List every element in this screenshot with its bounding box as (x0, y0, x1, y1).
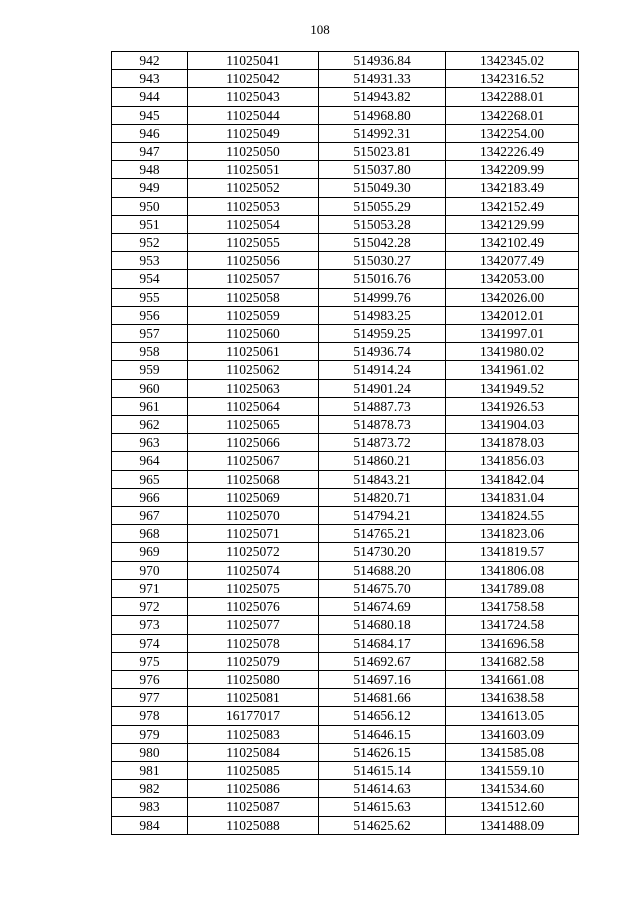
x-coordinate-cell: 514626.15 (319, 743, 446, 761)
point-id-cell: 11025087 (188, 798, 319, 816)
table-row (112, 616, 579, 634)
x-coordinate-cell: 514999.76 (319, 288, 446, 306)
table-row (112, 725, 579, 743)
point-id-cell: 11025077 (188, 616, 319, 634)
x-coordinate-cell: 514688.20 (319, 561, 446, 579)
x-coordinate-cell: 514684.17 (319, 634, 446, 652)
point-id-cell: 11025044 (188, 106, 319, 124)
point-id-cell: 11025055 (188, 234, 319, 252)
table-row (112, 197, 579, 215)
point-id-cell: 11025075 (188, 579, 319, 597)
y-coordinate-cell: 1342345.02 (446, 52, 579, 70)
row-number-cell: 957 (112, 325, 188, 343)
y-coordinate-cell: 1341559.10 (446, 761, 579, 779)
y-coordinate-cell: 1341997.01 (446, 325, 579, 343)
table-row (112, 343, 579, 361)
row-number-cell: 942 (112, 52, 188, 70)
row-number-cell: 964 (112, 452, 188, 470)
point-id-cell: 11025067 (188, 452, 319, 470)
row-number-cell: 984 (112, 816, 188, 834)
row-number-cell: 943 (112, 70, 188, 88)
row-number-cell: 958 (112, 343, 188, 361)
x-coordinate-cell: 514943.82 (319, 88, 446, 106)
y-coordinate-cell: 1342129.99 (446, 215, 579, 233)
point-id-cell: 11025053 (188, 197, 319, 215)
point-id-cell: 16177017 (188, 707, 319, 725)
point-id-cell: 11025059 (188, 306, 319, 324)
row-number-cell: 966 (112, 488, 188, 506)
x-coordinate-cell: 514681.66 (319, 689, 446, 707)
y-coordinate-cell: 1341789.08 (446, 579, 579, 597)
y-coordinate-cell: 1341842.04 (446, 470, 579, 488)
y-coordinate-cell: 1341585.08 (446, 743, 579, 761)
y-coordinate-cell: 1342226.49 (446, 143, 579, 161)
table-row (112, 52, 579, 70)
table-row (112, 507, 579, 525)
x-coordinate-cell: 514914.24 (319, 361, 446, 379)
point-id-cell: 11025066 (188, 434, 319, 452)
y-coordinate-cell: 1341961.02 (446, 361, 579, 379)
table-row (112, 634, 579, 652)
y-coordinate-cell: 1341831.04 (446, 488, 579, 506)
point-id-cell: 11025042 (188, 70, 319, 88)
table-row (112, 488, 579, 506)
row-number-cell: 949 (112, 179, 188, 197)
row-number-cell: 972 (112, 598, 188, 616)
row-number-cell: 945 (112, 106, 188, 124)
point-id-cell: 11025084 (188, 743, 319, 761)
table-row (112, 234, 579, 252)
point-id-cell: 11025041 (188, 52, 319, 70)
row-number-cell: 973 (112, 616, 188, 634)
point-id-cell: 11025076 (188, 598, 319, 616)
point-id-cell: 11025058 (188, 288, 319, 306)
table-row (112, 434, 579, 452)
point-id-cell: 11025074 (188, 561, 319, 579)
row-number-cell: 976 (112, 670, 188, 688)
point-id-cell: 11025051 (188, 161, 319, 179)
row-number-cell: 981 (112, 761, 188, 779)
y-coordinate-cell: 1341758.58 (446, 598, 579, 616)
x-coordinate-cell: 514968.80 (319, 106, 446, 124)
y-coordinate-cell: 1342316.52 (446, 70, 579, 88)
table-row (112, 179, 579, 197)
y-coordinate-cell: 1341856.03 (446, 452, 579, 470)
y-coordinate-cell: 1341823.06 (446, 525, 579, 543)
row-number-cell: 955 (112, 288, 188, 306)
table-row (112, 543, 579, 561)
y-coordinate-cell: 1341819.57 (446, 543, 579, 561)
x-coordinate-cell: 514674.69 (319, 598, 446, 616)
x-coordinate-cell: 515042.28 (319, 234, 446, 252)
y-coordinate-cell: 1341638.58 (446, 689, 579, 707)
row-number-cell: 978 (112, 707, 188, 725)
table-row (112, 106, 579, 124)
x-coordinate-cell: 514992.31 (319, 124, 446, 142)
row-number-cell: 975 (112, 652, 188, 670)
point-id-cell: 11025070 (188, 507, 319, 525)
x-coordinate-cell: 514959.25 (319, 325, 446, 343)
x-coordinate-cell: 514820.71 (319, 488, 446, 506)
point-id-cell: 11025071 (188, 525, 319, 543)
x-coordinate-cell: 515055.29 (319, 197, 446, 215)
row-number-cell: 961 (112, 397, 188, 415)
y-coordinate-cell: 1341878.03 (446, 434, 579, 452)
table-row (112, 143, 579, 161)
row-number-cell: 968 (112, 525, 188, 543)
table-row (112, 743, 579, 761)
point-id-cell: 11025049 (188, 124, 319, 142)
y-coordinate-cell: 1342152.49 (446, 197, 579, 215)
table-row (112, 470, 579, 488)
page-number: 108 (310, 22, 330, 37)
x-coordinate-cell: 514656.12 (319, 707, 446, 725)
x-coordinate-cell: 514675.70 (319, 579, 446, 597)
y-coordinate-cell: 1342268.01 (446, 106, 579, 124)
x-coordinate-cell: 514765.21 (319, 525, 446, 543)
y-coordinate-cell: 1342254.00 (446, 124, 579, 142)
table-row (112, 215, 579, 233)
y-coordinate-cell: 1341512.60 (446, 798, 579, 816)
row-number-cell: 946 (112, 124, 188, 142)
table-row (112, 689, 579, 707)
point-id-cell: 11025062 (188, 361, 319, 379)
x-coordinate-cell: 515030.27 (319, 252, 446, 270)
x-coordinate-cell: 514680.18 (319, 616, 446, 634)
table-row (112, 707, 579, 725)
point-id-cell: 11025079 (188, 652, 319, 670)
x-coordinate-cell: 514901.24 (319, 379, 446, 397)
x-coordinate-cell: 514936.84 (319, 52, 446, 70)
row-number-cell: 952 (112, 234, 188, 252)
x-coordinate-cell: 514983.25 (319, 306, 446, 324)
row-number-cell: 965 (112, 470, 188, 488)
row-number-cell: 960 (112, 379, 188, 397)
x-coordinate-cell: 515023.81 (319, 143, 446, 161)
x-coordinate-cell: 514615.63 (319, 798, 446, 816)
point-id-cell: 11025080 (188, 670, 319, 688)
row-number-cell: 951 (112, 215, 188, 233)
y-coordinate-cell: 1342102.49 (446, 234, 579, 252)
x-coordinate-cell: 514646.15 (319, 725, 446, 743)
x-coordinate-cell: 514697.16 (319, 670, 446, 688)
x-coordinate-cell: 514936.74 (319, 343, 446, 361)
y-coordinate-cell: 1342288.01 (446, 88, 579, 106)
row-number-cell: 974 (112, 634, 188, 652)
table-row (112, 306, 579, 324)
point-id-cell: 11025078 (188, 634, 319, 652)
point-id-cell: 11025088 (188, 816, 319, 834)
table-row (112, 579, 579, 597)
point-id-cell: 11025050 (188, 143, 319, 161)
table-row (112, 161, 579, 179)
point-id-cell: 11025064 (188, 397, 319, 415)
table-row (112, 452, 579, 470)
point-id-cell: 11025054 (188, 215, 319, 233)
row-number-cell: 954 (112, 270, 188, 288)
table-row (112, 670, 579, 688)
row-number-cell: 977 (112, 689, 188, 707)
x-coordinate-cell: 514887.73 (319, 397, 446, 415)
x-coordinate-cell: 514873.72 (319, 434, 446, 452)
y-coordinate-cell: 1341824.55 (446, 507, 579, 525)
row-number-cell: 959 (112, 361, 188, 379)
point-id-cell: 11025060 (188, 325, 319, 343)
x-coordinate-cell: 514794.21 (319, 507, 446, 525)
point-id-cell: 11025061 (188, 343, 319, 361)
y-coordinate-cell: 1341488.09 (446, 816, 579, 834)
row-number-cell: 962 (112, 416, 188, 434)
y-coordinate-cell: 1341534.60 (446, 780, 579, 798)
y-coordinate-cell: 1342012.01 (446, 306, 579, 324)
table-row (112, 124, 579, 142)
table-row (112, 252, 579, 270)
point-id-cell: 11025065 (188, 416, 319, 434)
x-coordinate-cell: 514843.21 (319, 470, 446, 488)
row-number-cell: 948 (112, 161, 188, 179)
row-number-cell: 971 (112, 579, 188, 597)
table-row (112, 361, 579, 379)
table-row (112, 598, 579, 616)
y-coordinate-cell: 1342077.49 (446, 252, 579, 270)
table-row (112, 379, 579, 397)
coordinates-table-body (112, 52, 579, 835)
table-row (112, 561, 579, 579)
table-row (112, 397, 579, 415)
point-id-cell: 11025085 (188, 761, 319, 779)
row-number-cell: 979 (112, 725, 188, 743)
x-coordinate-cell: 515049.30 (319, 179, 446, 197)
y-coordinate-cell: 1341696.58 (446, 634, 579, 652)
y-coordinate-cell: 1341603.09 (446, 725, 579, 743)
point-id-cell: 11025083 (188, 725, 319, 743)
x-coordinate-cell: 514860.21 (319, 452, 446, 470)
y-coordinate-cell: 1341613.05 (446, 707, 579, 725)
x-coordinate-cell: 514730.20 (319, 543, 446, 561)
row-number-cell: 980 (112, 743, 188, 761)
point-id-cell: 11025069 (188, 488, 319, 506)
point-id-cell: 11025072 (188, 543, 319, 561)
table-row (112, 525, 579, 543)
point-id-cell: 11025081 (188, 689, 319, 707)
y-coordinate-cell: 1341949.52 (446, 379, 579, 397)
table-row (112, 816, 579, 834)
table-row (112, 761, 579, 779)
row-number-cell: 950 (112, 197, 188, 215)
x-coordinate-cell: 514615.14 (319, 761, 446, 779)
x-coordinate-cell: 514614.63 (319, 780, 446, 798)
y-coordinate-cell: 1341724.58 (446, 616, 579, 634)
point-id-cell: 11025043 (188, 88, 319, 106)
x-coordinate-cell: 515053.28 (319, 215, 446, 233)
point-id-cell: 11025056 (188, 252, 319, 270)
table-row (112, 652, 579, 670)
table-row (112, 70, 579, 88)
row-number-cell: 969 (112, 543, 188, 561)
y-coordinate-cell: 1341806.08 (446, 561, 579, 579)
row-number-cell: 956 (112, 306, 188, 324)
row-number-cell: 963 (112, 434, 188, 452)
row-number-cell: 983 (112, 798, 188, 816)
y-coordinate-cell: 1342183.49 (446, 179, 579, 197)
y-coordinate-cell: 1342209.99 (446, 161, 579, 179)
row-number-cell: 947 (112, 143, 188, 161)
table-row (112, 780, 579, 798)
point-id-cell: 11025068 (188, 470, 319, 488)
table-row (112, 270, 579, 288)
row-number-cell: 967 (112, 507, 188, 525)
table-row (112, 416, 579, 434)
row-number-cell: 970 (112, 561, 188, 579)
y-coordinate-cell: 1341980.02 (446, 343, 579, 361)
y-coordinate-cell: 1341926.53 (446, 397, 579, 415)
point-id-cell: 11025052 (188, 179, 319, 197)
x-coordinate-cell: 515037.80 (319, 161, 446, 179)
y-coordinate-cell: 1342053.00 (446, 270, 579, 288)
x-coordinate-cell: 514625.62 (319, 816, 446, 834)
point-id-cell: 11025086 (188, 780, 319, 798)
row-number-cell: 944 (112, 88, 188, 106)
y-coordinate-cell: 1341904.03 (446, 416, 579, 434)
table-row (112, 288, 579, 306)
table-row (112, 798, 579, 816)
table-row (112, 325, 579, 343)
point-id-cell: 11025063 (188, 379, 319, 397)
row-number-cell: 982 (112, 780, 188, 798)
y-coordinate-cell: 1341661.08 (446, 670, 579, 688)
x-coordinate-cell: 514878.73 (319, 416, 446, 434)
point-id-cell: 11025057 (188, 270, 319, 288)
x-coordinate-cell: 514931.33 (319, 70, 446, 88)
table-row (112, 88, 579, 106)
coordinates-table (111, 51, 579, 835)
y-coordinate-cell: 1341682.58 (446, 652, 579, 670)
x-coordinate-cell: 515016.76 (319, 270, 446, 288)
y-coordinate-cell: 1342026.00 (446, 288, 579, 306)
row-number-cell: 953 (112, 252, 188, 270)
x-coordinate-cell: 514692.67 (319, 652, 446, 670)
